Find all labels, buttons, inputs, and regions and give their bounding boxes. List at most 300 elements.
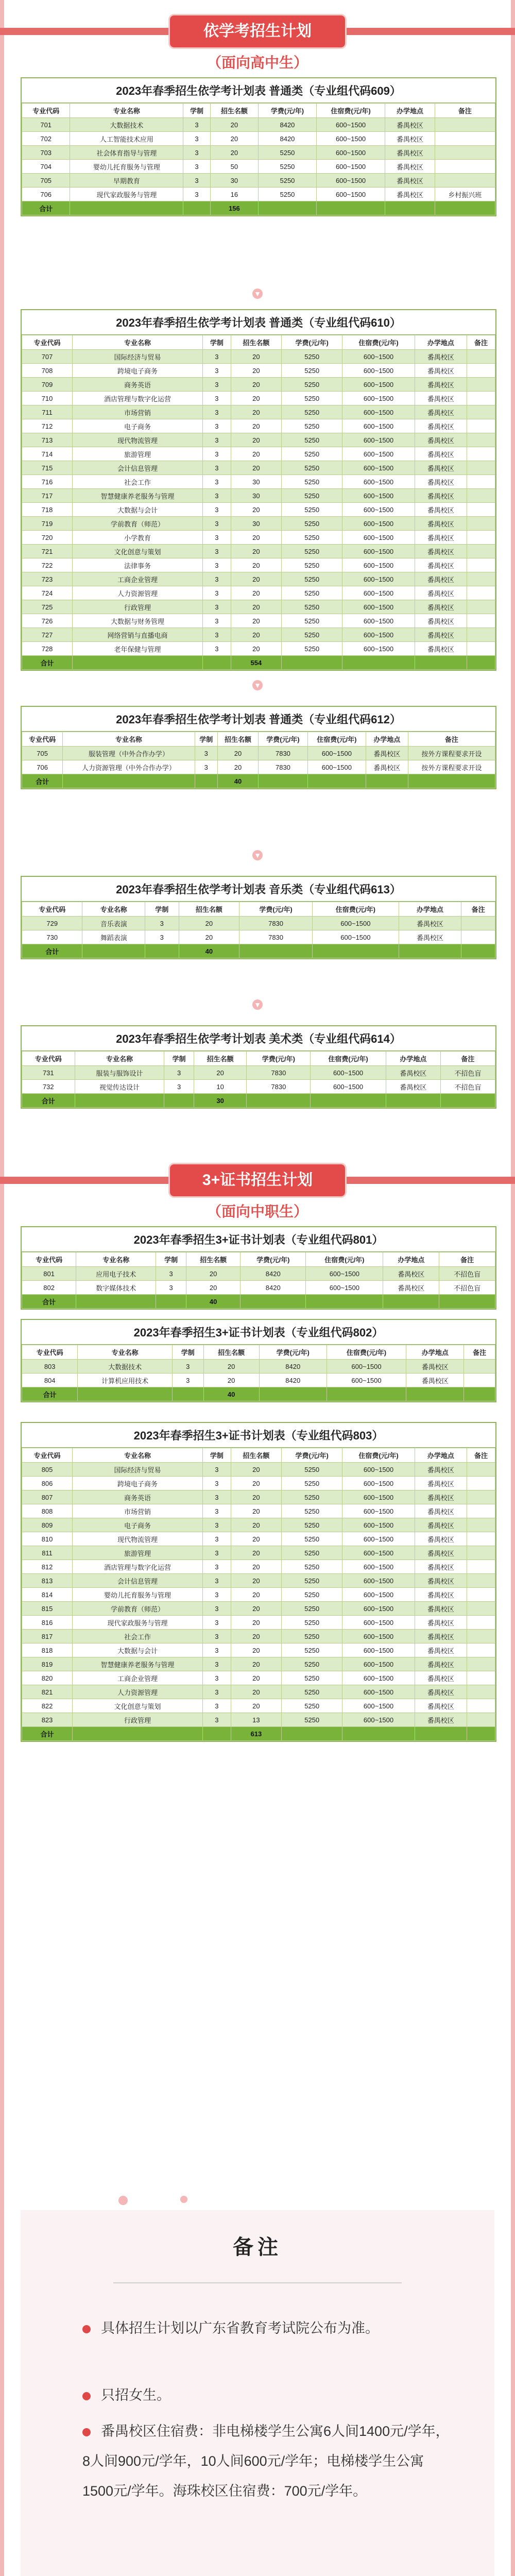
table-row (22, 475, 495, 489)
table-cell: 712 (22, 419, 73, 433)
table-cell: 600~1500 (342, 1477, 415, 1490)
table-cell (461, 930, 495, 944)
table-cell: 3 (156, 1281, 186, 1295)
table-cell: 708 (22, 364, 73, 378)
total-cell (385, 201, 435, 215)
table-cell: 723 (22, 572, 73, 586)
table-cell: 20 (210, 118, 258, 132)
table-cell: 600~1500 (342, 1630, 415, 1643)
total-cell (307, 774, 366, 788)
banner-title: 3+证书招生计划 (202, 1172, 313, 1189)
table-row (22, 1657, 495, 1671)
total-cell (70, 201, 183, 215)
table-cell: 3 (202, 1574, 231, 1588)
banner-title: 依学考招生计划 (203, 23, 312, 40)
table-cell: 番禺校区 (415, 1546, 467, 1560)
table-cell: 会计信息管理 (73, 461, 203, 475)
table-cell: 600~1500 (342, 572, 415, 586)
table-cell (467, 364, 495, 378)
table-cell: 番禺校区 (399, 930, 461, 944)
table-cell: 文化创意与策划 (73, 545, 203, 558)
table-row (22, 1546, 495, 1560)
table-caption: 2023年春季招生依学考计划表 音乐类（专业组代码613） (22, 877, 495, 902)
table-cell: 3 (202, 614, 231, 628)
table-cell: 番禺校区 (415, 447, 467, 461)
table-row (22, 118, 495, 132)
table-cell: 5250 (281, 392, 342, 405)
column-header: 招生名额 (231, 1448, 281, 1463)
table-cell: 番禺校区 (415, 461, 467, 475)
table-cell (467, 1671, 495, 1685)
table-cell: 600~1500 (342, 1643, 415, 1657)
table-row (22, 1685, 495, 1699)
table-cell (467, 642, 495, 656)
total-cell (78, 1387, 173, 1401)
column-header: 办学地点 (366, 732, 408, 747)
table-cell (467, 545, 495, 558)
table-cell: 行政管理 (73, 600, 203, 614)
column-header: 学制 (145, 902, 179, 917)
table-row (22, 1643, 495, 1657)
column-header: 住宿费(元/年) (306, 1252, 383, 1267)
table-row (22, 1616, 495, 1630)
table-cell: 7830 (259, 760, 308, 774)
table-row (22, 572, 495, 586)
table-cell: 600~1500 (342, 1532, 415, 1546)
table-row (22, 1267, 495, 1281)
table-caption: 2023年春季招生3+证书计划表（专业组代码802） (22, 1320, 495, 1345)
notes-panel (21, 2210, 494, 2576)
table-cell: 718 (22, 503, 73, 517)
table-cell: 811 (22, 1546, 73, 1560)
table-cell: 番禺校区 (415, 419, 467, 433)
table-cell: 5250 (281, 600, 342, 614)
table-row (22, 378, 495, 392)
table-cell: 805 (22, 1463, 73, 1477)
table-cell: 600~1500 (342, 1685, 415, 1699)
note-item: 具体招生计划以广东省教育考试院公布为准。 (82, 2313, 453, 2343)
bullet-icon (82, 2325, 91, 2333)
total-cell: 156 (210, 201, 258, 215)
table (22, 732, 495, 788)
table-cell: 20 (231, 1560, 281, 1574)
table-cell: 番禺校区 (399, 917, 461, 930)
table-row (22, 1699, 495, 1713)
table-cell: 600~1500 (306, 1281, 383, 1295)
table-cell: 5250 (281, 405, 342, 419)
table-cell: 701 (22, 118, 70, 132)
table-cell: 600~1500 (342, 433, 415, 447)
table-cell: 5250 (281, 1616, 342, 1630)
table-cell: 719 (22, 517, 73, 531)
table-cell: 600~1500 (307, 747, 366, 760)
table-cell: 5250 (281, 350, 342, 364)
total-cell (259, 201, 317, 215)
column-header: 备注 (435, 104, 495, 118)
table-cell (467, 1630, 495, 1643)
table-caption: 2023年春季招生依学考计划表 普通类（专业组代码609） (22, 78, 495, 103)
column-header: 备注 (461, 902, 495, 917)
table-cell: 3 (202, 1490, 231, 1504)
table-cell: 20 (231, 461, 281, 475)
table-cell: 713 (22, 433, 73, 447)
total-cell (202, 1727, 231, 1741)
total-cell: 30 (194, 1094, 247, 1108)
table-row (22, 160, 495, 174)
table-cell: 商务英语 (73, 378, 203, 392)
table-cell: 600~1500 (313, 930, 399, 944)
table-row (22, 1374, 495, 1387)
table-cell: 20 (231, 531, 281, 545)
total-cell (399, 944, 461, 958)
table-cell (467, 1477, 495, 1490)
table-cell: 人工智能技术应用 (70, 132, 183, 146)
table-cell: 600~1500 (342, 1574, 415, 1588)
table-cell: 3 (164, 1066, 194, 1080)
total-cell (327, 1387, 406, 1401)
table-row (22, 1713, 495, 1727)
table-cell: 5250 (281, 545, 342, 558)
total-cell (281, 1727, 342, 1741)
table-cell: 3 (202, 475, 231, 489)
table-cell: 600~1500 (342, 642, 415, 656)
table-cell (467, 572, 495, 586)
table-cell: 600~1500 (342, 1588, 415, 1602)
table-cell: 20 (231, 545, 281, 558)
column-header: 专业名称 (63, 732, 195, 747)
table-cell: 5250 (281, 489, 342, 503)
table-cell (467, 586, 495, 600)
table-cell: 学前教育（师范） (73, 1602, 203, 1616)
table-cell: 番禺校区 (415, 1463, 467, 1477)
total-cell (145, 944, 179, 958)
total-row (22, 656, 495, 670)
table-cell: 20 (217, 747, 258, 760)
section-banner-zhengshu (0, 1164, 515, 1196)
table-cell: 710 (22, 392, 73, 405)
table-cell: 3 (202, 1630, 231, 1643)
banner-subtitle: （面向中职生） (207, 1204, 308, 1219)
table-cell: 20 (203, 1374, 259, 1387)
table-cell: 番禺校区 (415, 586, 467, 600)
table-cell: 20 (186, 1267, 241, 1281)
plan-table-610 (21, 309, 496, 671)
table-cell: 3 (183, 188, 210, 201)
table-cell: 20 (231, 614, 281, 628)
table-cell: 3 (202, 572, 231, 586)
table-cell: 20 (179, 917, 239, 930)
table-cell: 5250 (281, 475, 342, 489)
table-cell: 国际经济与贸易 (73, 1463, 203, 1477)
table-cell: 7830 (239, 930, 313, 944)
total-cell (247, 1094, 311, 1108)
table-cell: 717 (22, 489, 73, 503)
table-cell: 番禺校区 (415, 1657, 467, 1671)
total-cell (73, 1727, 203, 1741)
table-cell: 20 (231, 1630, 281, 1643)
column-header: 学制 (164, 1052, 194, 1066)
table-cell: 20 (231, 1463, 281, 1477)
table-cell: 按外方课程要求开设 (408, 747, 495, 760)
table-cell: 5250 (281, 1490, 342, 1504)
table-cell: 人力资源管理 (73, 1685, 203, 1699)
total-cell (73, 656, 203, 670)
table-cell: 5250 (281, 531, 342, 545)
table-cell: 809 (22, 1518, 73, 1532)
total-cell: 40 (217, 774, 258, 788)
table-cell: 8420 (241, 1281, 306, 1295)
table-cell: 5250 (281, 517, 342, 531)
total-row (22, 1387, 495, 1401)
total-row (22, 774, 495, 788)
column-header: 专业代码 (22, 902, 82, 917)
table-cell: 视觉传达设计 (75, 1080, 164, 1094)
table-cell: 番禺校区 (415, 572, 467, 586)
column-header: 专业名称 (73, 335, 203, 350)
table-cell: 20 (231, 1602, 281, 1616)
table-cell: 番禺校区 (415, 614, 467, 628)
table-row (22, 558, 495, 572)
table (22, 1252, 495, 1309)
total-cell (383, 1295, 439, 1309)
table-cell: 3 (202, 586, 231, 600)
table-row (22, 1602, 495, 1616)
table-cell: 5250 (281, 1532, 342, 1546)
column-header: 专业名称 (70, 104, 183, 118)
decor-dot (118, 2196, 128, 2205)
table-cell: 600~1500 (342, 1657, 415, 1671)
table-cell: 酒店管理与数字化运营 (73, 1560, 203, 1574)
table-cell: 番禺校区 (415, 558, 467, 572)
table-cell: 20 (231, 628, 281, 642)
table-row (22, 642, 495, 656)
table-cell: 番禺校区 (415, 1671, 467, 1685)
table-cell: 600~1500 (342, 1504, 415, 1518)
total-cell: 合计 (22, 774, 63, 788)
column-header: 住宿费(元/年) (342, 1448, 415, 1463)
table-cell: 728 (22, 642, 73, 656)
table-cell: 舞蹈表演 (82, 930, 145, 944)
table-cell: 820 (22, 1671, 73, 1685)
table-cell: 5250 (281, 1504, 342, 1518)
table-cell: 7830 (247, 1080, 311, 1094)
total-cell (75, 1094, 164, 1108)
total-cell (259, 1387, 327, 1401)
table-cell: 3 (202, 1546, 231, 1560)
table-cell: 705 (22, 174, 70, 188)
plan-table-613 (21, 876, 496, 959)
column-header: 住宿费(元/年) (313, 902, 399, 917)
table-cell: 3 (183, 160, 210, 174)
table-cell: 7830 (239, 917, 313, 930)
table-cell: 服装与服饰设计 (75, 1066, 164, 1080)
table-cell: 5250 (281, 642, 342, 656)
table-cell: 803 (22, 1360, 78, 1374)
total-cell (316, 201, 385, 215)
table-cell (467, 475, 495, 489)
table-cell (467, 558, 495, 572)
table-cell: 大数据与财务管理 (73, 614, 203, 628)
table-cell: 5250 (281, 1713, 342, 1727)
table-cell: 工商企业管理 (73, 1671, 203, 1685)
table-cell: 600~1500 (342, 475, 415, 489)
table-cell (467, 517, 495, 531)
table-cell: 5250 (281, 503, 342, 517)
table-cell: 3 (202, 489, 231, 503)
table-caption: 2023年春季招生依学考计划表 普通类（专业组代码610） (22, 310, 495, 335)
table-cell: 600~1500 (342, 628, 415, 642)
table-cell: 3 (202, 600, 231, 614)
table-cell: 3 (202, 1560, 231, 1574)
table-cell: 文化创意与策划 (73, 1699, 203, 1713)
total-cell (202, 656, 231, 670)
table-row (22, 419, 495, 433)
table-cell (467, 1560, 495, 1574)
total-cell: 合计 (22, 656, 73, 670)
table-cell: 旅游管理 (73, 447, 203, 461)
table-cell: 番禺校区 (415, 1699, 467, 1713)
table-row (22, 1490, 495, 1504)
total-cell: 合计 (22, 1295, 76, 1309)
table-cell: 数字媒体技术 (76, 1281, 156, 1295)
table-cell: 711 (22, 405, 73, 419)
total-cell: 554 (231, 656, 281, 670)
table-cell: 番禺校区 (386, 1080, 440, 1094)
column-header: 住宿费(元/年) (311, 1052, 386, 1066)
table-cell: 13 (231, 1713, 281, 1727)
table-cell: 7830 (259, 747, 308, 760)
table-cell: 20 (231, 572, 281, 586)
table-row (22, 350, 495, 364)
table-cell: 730 (22, 930, 82, 944)
table-cell: 20 (231, 600, 281, 614)
table-cell: 703 (22, 146, 70, 160)
table-cell: 人力资源管理（中外合作办学） (63, 760, 195, 774)
table-cell: 番禺校区 (366, 760, 408, 774)
column-header: 学制 (183, 104, 210, 118)
table-cell: 8420 (259, 1374, 327, 1387)
table-cell: 现代家政服务与管理 (70, 188, 183, 201)
table-cell: 16 (210, 188, 258, 201)
column-header: 学费(元/年) (281, 335, 342, 350)
table-cell: 番禺校区 (385, 146, 435, 160)
table-row (22, 1671, 495, 1685)
table-cell: 600~1500 (311, 1066, 386, 1080)
table-cell: 600~1500 (327, 1360, 406, 1374)
table-cell: 600~1500 (342, 461, 415, 475)
total-cell: 合计 (22, 1094, 75, 1108)
table-cell: 番禺校区 (415, 1518, 467, 1532)
table-cell: 3 (164, 1080, 194, 1094)
chevron-down-icon: ▼ (252, 850, 263, 860)
table-row (22, 1463, 495, 1477)
banner-subtitle: （面向高中生） (207, 55, 308, 71)
column-header: 专业代码 (22, 732, 63, 747)
column-header: 备注 (467, 335, 495, 350)
table-cell: 600~1500 (342, 1616, 415, 1630)
column-header: 学费(元/年) (259, 104, 317, 118)
table-cell: 行政管理 (73, 1713, 203, 1727)
table-cell: 网络营销与直播电商 (73, 628, 203, 642)
table-row (22, 545, 495, 558)
table-row (22, 760, 495, 774)
total-cell: 合计 (22, 1387, 78, 1401)
table-cell: 20 (231, 558, 281, 572)
table-cell: 709 (22, 378, 73, 392)
table-cell (435, 174, 495, 188)
table-cell: 5250 (281, 1630, 342, 1643)
table-cell: 600~1500 (316, 188, 385, 201)
table-cell: 3 (202, 1685, 231, 1699)
table-cell: 714 (22, 447, 73, 461)
column-header: 学费(元/年) (259, 1345, 327, 1360)
table-cell: 600~1500 (327, 1374, 406, 1387)
table-cell: 8420 (241, 1267, 306, 1281)
table-cell: 番禺校区 (415, 1588, 467, 1602)
column-header: 备注 (464, 1345, 495, 1360)
table-cell (467, 350, 495, 364)
table-row (22, 930, 495, 944)
table-row (22, 392, 495, 405)
table-cell: 8420 (259, 132, 317, 146)
table-cell: 跨境电子商务 (73, 364, 203, 378)
table-cell: 服装管理（中外合作办学） (63, 747, 195, 760)
table-cell: 731 (22, 1066, 75, 1080)
table-cell: 600~1500 (342, 1518, 415, 1532)
table-caption: 2023年春季招生3+证书计划表（专业组代码801） (22, 1227, 495, 1252)
notes-divider (113, 2282, 402, 2283)
column-header: 招生名额 (231, 335, 281, 350)
table-cell: 3 (202, 1504, 231, 1518)
table-cell: 20 (210, 132, 258, 146)
table-cell: 20 (231, 1477, 281, 1490)
table-cell (467, 1518, 495, 1532)
table-cell: 番禺校区 (415, 350, 467, 364)
bullet-icon (82, 2392, 91, 2400)
table-row (22, 447, 495, 461)
notes-heading: 备注 (233, 2236, 282, 2259)
table-cell (464, 1360, 495, 1374)
table-cell: 8420 (259, 1360, 327, 1374)
table-cell: 808 (22, 1504, 73, 1518)
column-header: 学费(元/年) (281, 1448, 342, 1463)
table-cell: 电子商务 (73, 419, 203, 433)
table-cell (467, 1463, 495, 1477)
table-cell (467, 419, 495, 433)
table-row (22, 747, 495, 760)
table-cell (467, 1588, 495, 1602)
table-cell: 婴幼儿托育服务与管理 (70, 160, 183, 174)
column-header: 住宿费(元/年) (316, 104, 385, 118)
total-cell (415, 1727, 467, 1741)
left-border-strip (0, 0, 4, 2576)
table-cell: 3 (202, 392, 231, 405)
total-cell: 合计 (22, 201, 70, 215)
table-cell: 3 (202, 517, 231, 531)
table-cell: 600~1500 (342, 447, 415, 461)
column-header: 专业代码 (22, 335, 73, 350)
total-row (22, 944, 495, 958)
column-header: 办学地点 (386, 1052, 440, 1066)
table-cell: 智慧健康养老服务与管理 (73, 1657, 203, 1671)
table-cell (467, 489, 495, 503)
column-header: 专业代码 (22, 104, 70, 118)
table-cell: 5250 (281, 572, 342, 586)
column-header: 专业名称 (76, 1252, 156, 1267)
column-header: 专业名称 (73, 1448, 203, 1463)
column-header: 备注 (467, 1448, 495, 1463)
table-row (22, 461, 495, 475)
